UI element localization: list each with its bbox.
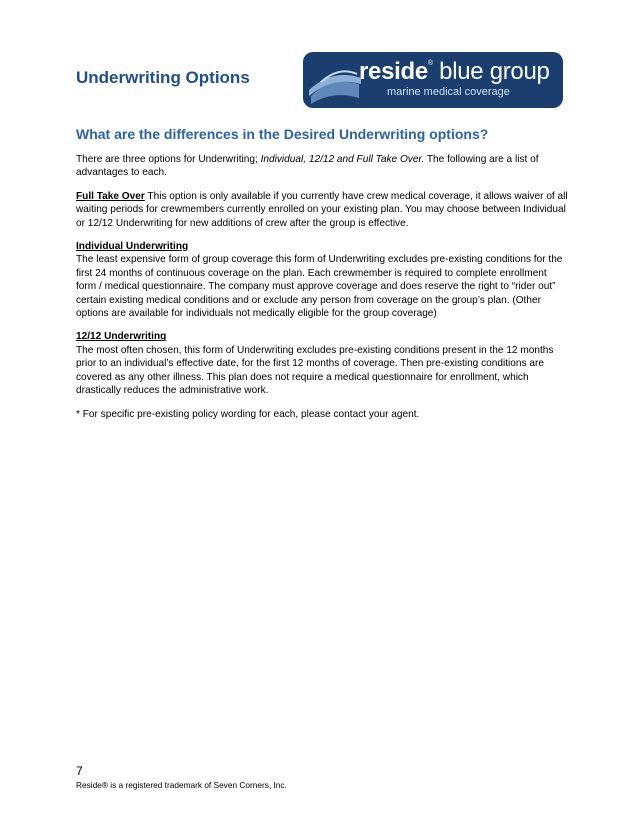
twelve-twelve-paragraph: 12/12 Underwriting The most often chosen, this form of Underwriting excludes pre-existing conditions present in the 12 months prior to an individual’s effective date, for the first 12 months of coverage. Then pre-existing conditions are covered as any other illness. This plan does not require a medical questionnaire for enrollment, which drastically reduces the administrative work.	[76, 331, 554, 397]
content-body	[76, 153, 568, 431]
options-list: Individual, 12/12 and Full Take Over.	[260, 154, 425, 165]
section-heading: What are the differences in the Desired Underwriting options?	[76, 126, 489, 142]
intro-paragraph: There are three options for Underwriting; Individual, 12/12 and Full Take Over. The following are a list of advantages to each.	[76, 154, 539, 179]
twelve-twelve-title: 12/12 Underwriting	[76, 331, 167, 343]
page-title: Underwriting Options	[76, 68, 250, 87]
logo-tagline: marine medical coverage	[387, 86, 510, 98]
individual-underwriting-title: Individual Underwriting	[76, 241, 189, 253]
full-take-over-title: Full Take Over	[76, 190, 145, 202]
reside-blue-group-logo	[303, 52, 563, 108]
page-number: 7	[76, 764, 83, 778]
footnote: * For specific pre-existing policy wording for each, please contact your agent.	[76, 408, 420, 420]
full-take-over-paragraph: Full Take Over This option is only available if you currently have crew medical coverage, it allows waiver of all waiting periods for crewmembers currently enrolled on your existing plan. You may choose between Individual or 12/12 Underwriting for new additions of crew after the group is effective.	[76, 190, 568, 229]
individual-underwriting-paragraph: Individual Underwriting The least expensive form of group coverage this form of Underwriting excludes pre-existing conditions for the first 24 months of continuous coverage on the plan. Each crewmember is required to complete enrollment form / medical questionnaire. The company must approve coverage and does reserve the right to “rider out” certain existing medical conditions and or exclude any person from coverage on the group’s plan. (Other options are available for individuals not medically eligible for the group coverage)	[76, 241, 563, 320]
logo-brand: reside® blue group	[359, 58, 550, 85]
trademark-note: Reside® is a registered trademark of Seven Corners, Inc.	[76, 780, 287, 790]
